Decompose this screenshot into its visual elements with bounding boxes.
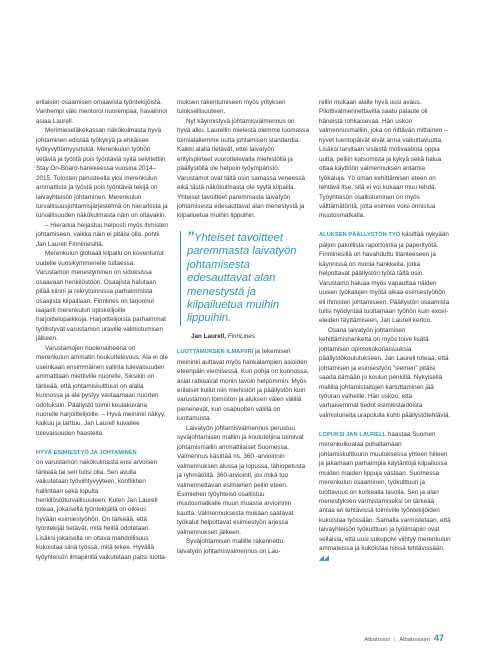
paragraph: muksen rakentumiseen myös yrityksen tuloksellisuuteen.	[177, 99, 286, 116]
quote-author: Jan Laurell,	[191, 332, 226, 340]
pull-quote-source	[191, 332, 309, 341]
paragraph-with-subheading	[319, 230, 451, 326]
quote-organization: FinnLines	[227, 332, 256, 340]
paragraph: Varustamojen huolenaiheena on merenkulun ammatin houkuttelevuus. Ala ei ole useinkaan ensimmäinen valinta tulevaisuuden ammattiaan miettiville nuorelle. Siksikin on tärkeää, että johtamiskulttuuri on alalla kunnossa ja ala pystyy vastaamaan nuorten odotuksiin. Päällystö toimii keulakuvana nuorelle harjoittelijoille. – Hyvä meininki näkyy, kaikuu ja tarttuu, Jan Laurell kuvailee tulevaisuuden haasteita.	[36, 344, 168, 437]
pull-quote	[177, 221, 309, 347]
footer-separator: |	[393, 637, 396, 643]
paragraph-with-subheading	[36, 448, 168, 562]
subheading: LOPUKSI JAN LAURELL	[319, 431, 387, 438]
paragraph-text: käsittää nykyään paljon pakollista raportointia ja paperityötä. Finnlinesillä on havahduttu tilanteeseen ja käynnissä on monia hankkeita, jotka helpottavat päällystön työtä tältä osin. Varustamo haluaa myös vapauttaa näiden uusien työkalujen myötä aikaa esimiestyöhön eli ihmisten johtamiseen. Päällystön osaamista tulisi hyödyntää tuottamaan työhön kuin excel-eleiden täyttämiseen, Jan Laurell kertoo.	[319, 231, 450, 325]
column-2	[177, 98, 309, 556]
end-mark-icon: ◢◢	[319, 554, 329, 562]
paragraph-text: haastaa Suomen merenkulkualaa puhaltamaan johtamiskulttuurin muutoksessa yhteen hiileen ja jakamaan parhaimpia käytäntöjä kilpailussa muiden maiden lippuja vastaan. Suomessa merenkulun osaaminen, työkulttuuri ja tuottavuus on korkealla tasolla. Sen ja alan menestyksen varmistamiseksi on tärkeää antaa eri tehtävissä toimiville työntekijöiden kukoistaa työssään. Samalla varmistetaan, että laivayhteisön työkulttuuri ja työilmapiiri ovat sellaisia, että uusi sukupolvi viihtyy merenkulun ammateissa ja kukoistaa niissä tehtävissään.	[319, 430, 451, 553]
magazine-name: Albatrossi	[364, 637, 390, 643]
column-3	[319, 98, 451, 563]
pull-quote-bar	[180, 227, 309, 326]
magazine-name-swedish: Albatrossen	[399, 637, 430, 643]
subheading: ALUKSEN PÄÄLLYSTÖN TYÖ	[319, 232, 401, 239]
subheading: HYVÄ ESIMIESTYÖ JA JOHTAMINEN	[36, 449, 137, 456]
column-1	[36, 98, 168, 562]
paragraph-text: on varustamon näkökulmasta ensi arvoisen tärkeää tai sen tulisi olla. Sen avulla vaikutetaan työviihtyvyyteen, konfliktien hallintaan sekä lopulta henkilöstöturvallisuuteen. Kuten Jan Laurell toteaa, jokaisella työntekijällä on oikeus hyvään esimiestyöhön. On tärkeää, että työntekijät tietävät, mitä heiltä odotetaan. Lisäksi jokaisella on oltava mahdollisuus kukoistaa siinä työssä, mitä tekee. Hyvällä työyhteisön ilmapiirillä vaikutetaan paitsi luotta-	[36, 459, 167, 561]
paragraph-with-subheading	[319, 430, 451, 563]
paragraph-text: ja tekemisen meininki auttavat myös hankalampien asioiden eteenpäin viemisessä. Kun pohja on kunnossa, asiat ratkeavat monin tavoin helpommin. Myös erilaiset kuilut niin miehistön ja päällystön kuin varustamon toimiston ja aluksen välen välillä pienenevät, kun osapuolten välillä on luottamusta.	[177, 348, 309, 423]
paragraph-with-subheading	[177, 347, 309, 424]
paragraph: Laivatyön johtamisvalmennus perustuu syväjohtamisen malliin ja koulutetjina toimivat johtamismallin ammattilaiset Suomessa. Valmennus käsittää ns. 360 -arvioinnin valmennuksen alussa ja lopussa, lähiopetusta ja ryhmätöitä. 360-arviointi, jos mikä tuo valmennettavan esimiehen peilin eteen. Esimiehen työyhteisö osallistuu muutosmatkalle muun muassa arvioinnin kautta. Valmennuksesta mukaan saatavat työkalut helpottavat esimiestyön arjessa valmennuksen jälkeen.	[177, 424, 306, 536]
paragraph: Nyt käynnistyvä johtamisvalmennus on hyvä alku. Laurellin mielestä olemme luomassa toimialallemme uutta johtamisen standardia. Kaikki alalla tietävät, ettei laivatyön erityispiirteet vuorottelevalla miehistöllä ja päällystöllä ole helpoin työympäristö. Varustamot ovat tältä osin samassa veneessä eikä tästä näkökulmasta ole syytä kilpailla. Yhteiset tavoitteet paremmasta laivatyön johtamisesta edesauttavat alan menestystä ja kilpailuetua muihin lippuihin.	[177, 117, 309, 220]
page-footer	[364, 633, 444, 643]
paragraph: erilaisen osaamisen omaavista työntekijöistä. Vanhempi väki mentoroi nuorempaa, havainnoi asiaa Laurell.	[36, 99, 168, 125]
paragraph: rellin mukaan alalle hyvä uusi avaus. Pilottivalmennettavilta saatu palaute oli häneistä rohkaisevaa. Hän uskoo valmennusmalliin, joka on riittävän mittainen – hyvet luentopäivät eivät anna vaikuttavuutta. Lisäksi tarvitaan sisäistä motivaatiota oppia uutta, peiliin katsomista ja kykyä sekä halua ottaa käyttöön valmennuksen antamia työkaluja. Yö oman kehittämisen eteen on tehtävä itse, sitä ei voi kukaan muu tehdä. Työyhteisön osallistuminen on myös välttämätöntä, jotta esimies voisi onnistua muutosmatkalla.	[319, 99, 448, 220]
paragraph: Osana laivatyön johtamisen kehittämishanketta on myös toive lisätä johtamisen opintokokonaisuuksia päällystökoulutukseen. Jan Laurell toteaa, että johtamisen ja esimiestyön "siemen" pitäisi saada itämään jo koulun penkillä. Nykyisellä mallilla johtamistaitojen kartuttaminen jää työuran vaiheille. Hän uskoo, että varhaisemmat tiedot esimiestaidoista valmistuneita urapolulla kohti päällystötehtäviä.	[319, 326, 451, 419]
subheading: LUOTTAMUKSEN ILMAPIIRI	[177, 349, 254, 356]
paragraph: Merenkulun globaali kilpailu on koventunut uudelle vuosikymmenelle tultaessa. Varustamon menestyminen on sidoksissa osaavaan henkilöstöön. Osaajista halutaan pitää kiinni ja rekrytoinnissa parhaimmista osaajista kilpaillaan. Finnlines on tarjonnut laajasti merenkulun opiskelijoille harjoittelupaikkoja. Harjoittelijoista parhaimmat työllistyvät varustamon uraville valmistumisen jälkeen.	[36, 250, 166, 343]
page-number: 47	[433, 633, 444, 643]
pull-quote-text: ”Yhteiset tavoitteet paremmasta laivatyön johtamisesta edesauttavat alan menestystä ja kilpailuetua muihin lippuihin.	[187, 227, 297, 325]
paragraph: Syväjohtamisen mallille rakennettu laivatyön johtamisvalmennus on Lau-	[177, 538, 283, 555]
quote-mark-icon: ”	[187, 227, 194, 244]
paragraph: – Hierarkia heijastuu helposti myös ihmisten johtamiseen, vaikka näin ei pitäisi olla, pohtii Jan Laurell Finnlinesiltä.	[36, 221, 168, 248]
paragraph: Merimieseläkekassan näkökulmasta hyvä johtaminen edistää työkykyä ja ehkäisee työkyvyttömyysriskiä. Merenkulun työhön vetäviä ja työstä pois työntäviä syitä selvitettiin Stay On-Board-hankkeessa vuosina 2014–2015. Tulosten perusteella yksi merenkulun ammattista ja työstä pois työntäviä tekijä on laivayhteisön johtaminen. Merenkulun turvallisuusjohtamisjärjestelmä on hierarkista ja turvallisuuden näkökulmasta näin on oltavakin.	[36, 127, 168, 220]
